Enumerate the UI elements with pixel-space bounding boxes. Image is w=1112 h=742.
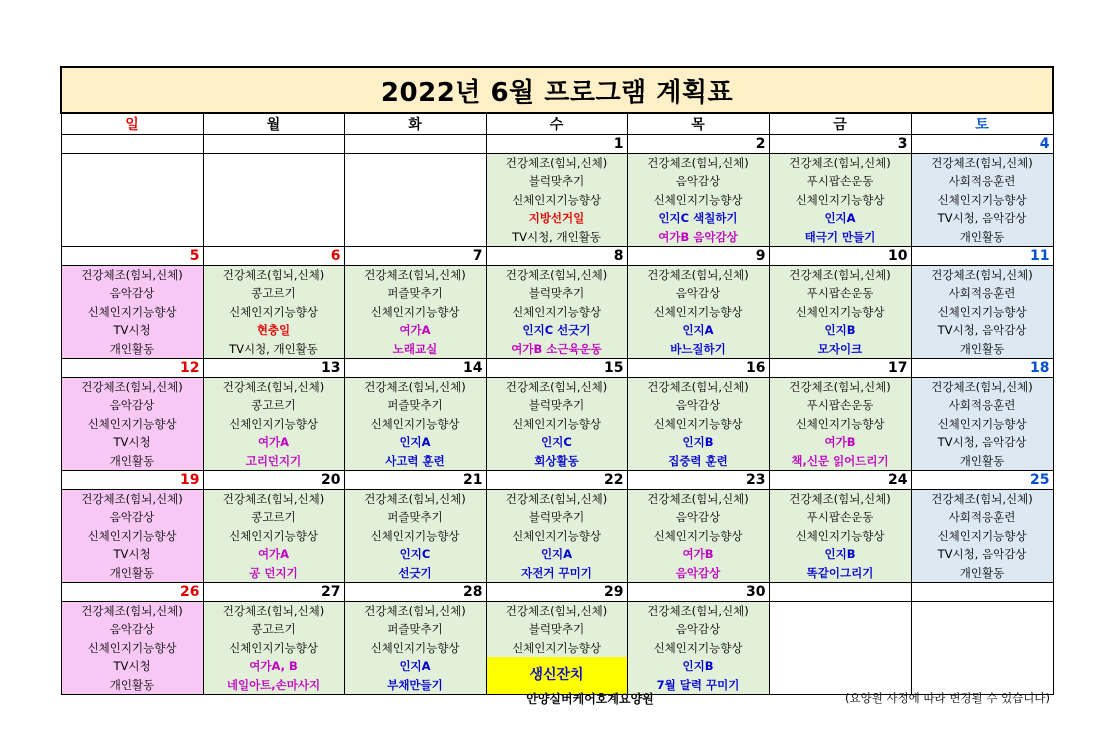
activity-item: 건강체조(힘뇌,신체) <box>931 156 1033 170</box>
activity-item: 건강체조(힘뇌,신체) <box>505 380 608 394</box>
activity-item: TV시청 <box>113 547 151 562</box>
date-number: 2 <box>627 135 769 154</box>
activity-item: 콩고르기 <box>251 286 296 301</box>
activity-item: 자전거 꾸미기 <box>521 565 592 580</box>
calendar-title: 2022년 6월 프로그램 계획표 <box>61 67 1053 113</box>
day-activities <box>627 378 769 471</box>
activity-item: 건강체조(힘뇌,신체) <box>364 604 466 618</box>
activity-item: 바느질하기 <box>670 341 726 356</box>
activity-item: 블럭맞추기 <box>528 174 585 189</box>
activity-item: 건강체조(힘뇌,신체) <box>789 380 891 394</box>
date-number: 11 <box>911 247 1053 266</box>
activity-item: 인지C <box>541 435 572 450</box>
activity-item: 블럭맞추기 <box>528 622 585 637</box>
activity-row <box>61 490 1053 583</box>
date-number <box>203 135 344 154</box>
date-row <box>61 359 1053 378</box>
activity-item: 개인활동 <box>109 565 155 580</box>
day-activities <box>61 266 203 359</box>
date-number: 1 <box>486 135 627 154</box>
day-activities <box>911 378 1053 471</box>
activity-item: 인지B <box>824 323 856 338</box>
activity-item: 인지A <box>540 547 573 562</box>
activity-item: 음악감상 <box>675 565 721 580</box>
activity-item: 건강체조(힘뇌,신체) <box>647 492 749 506</box>
day-activities <box>769 490 911 583</box>
day-activities <box>486 602 627 695</box>
activity-item: TV시청, 음악감상 <box>937 211 1027 226</box>
activity-item: 신체인지기능향상 <box>795 528 885 543</box>
day-activities <box>911 490 1053 583</box>
day-activities <box>203 154 344 247</box>
activity-item: 개인활동 <box>959 565 1005 580</box>
day-activities <box>486 266 627 359</box>
activity-item: 신체인지기능향상 <box>87 528 177 543</box>
date-number: 23 <box>627 471 769 490</box>
activity-item: 사고력 훈련 <box>385 453 445 468</box>
day-activities <box>769 602 911 695</box>
date-row <box>61 471 1053 490</box>
day-activities <box>911 154 1053 247</box>
activity-item: 건강체조(힘뇌,신체) <box>647 156 749 170</box>
activity-item: 여가A <box>257 547 290 562</box>
activity-item: TV시청, 음악감상 <box>937 547 1027 562</box>
activity-item: 7월 달력 꾸미기 <box>656 677 740 692</box>
activity-item: 신체인지기능향상 <box>795 192 885 207</box>
activity-item: 개인활동 <box>959 341 1005 356</box>
activity-item: 똑같이그리기 <box>806 565 874 580</box>
date-number: 9 <box>627 247 769 266</box>
date-number: 16 <box>627 359 769 378</box>
date-number: 22 <box>486 471 627 490</box>
activity-item: 퍼즐맞추기 <box>387 510 443 525</box>
activity-item: 여가A, B <box>249 659 298 674</box>
activity-item: 푸시팝손운동 <box>806 286 874 301</box>
activity-item: TV시청 <box>113 435 151 450</box>
calendar-table <box>60 66 1054 695</box>
activity-item: 푸시팝손운동 <box>806 174 874 189</box>
day-activities <box>61 378 203 471</box>
activity-item: 인지B <box>824 547 856 562</box>
day-activities <box>203 378 344 471</box>
activity-item: 신체인지기능향상 <box>512 640 601 655</box>
activity-item: 개인활동 <box>959 453 1005 468</box>
activity-item: 블럭맞추기 <box>528 510 585 525</box>
date-number: 13 <box>203 359 344 378</box>
date-number: 17 <box>769 359 911 378</box>
day-activities <box>486 154 627 247</box>
date-number: 10 <box>769 247 911 266</box>
activity-item: 여가B 소근육운동 <box>511 341 602 356</box>
activity-item: 네일아트,손마사지 <box>226 677 321 692</box>
activity-item: 음악감상 <box>109 622 155 637</box>
activity-item: 건강체조(힘뇌,신체) <box>81 492 183 506</box>
date-number: 15 <box>486 359 627 378</box>
activity-item: 건강체조(힘뇌,신체) <box>222 604 325 618</box>
activity-item: 여가B <box>824 435 856 450</box>
activity-item: 노래교실 <box>392 341 438 356</box>
weekday-header: 화 <box>344 113 486 135</box>
activity-item: 사회적응훈련 <box>948 510 1016 525</box>
date-number: 4 <box>911 135 1053 154</box>
date-number: 25 <box>911 471 1053 490</box>
activity-item: 건강체조(힘뇌,신체) <box>505 492 608 506</box>
activity-item: 건강체조(힘뇌,신체) <box>81 604 183 618</box>
highlight-event: 생신잔치 <box>487 657 627 694</box>
activity-item: 건강체조(힘뇌,신체) <box>647 268 749 282</box>
weekday-header: 일 <box>61 113 203 135</box>
activity-item: 음악감상 <box>675 398 721 413</box>
activity-item: 신체인지기능향상 <box>229 528 318 543</box>
activity-item: 인지C <box>399 547 431 562</box>
activity-row <box>61 602 1053 695</box>
activity-item: 음악감상 <box>675 174 721 189</box>
activity-item: 인지C 색칠하기 <box>658 211 738 226</box>
day-activities <box>344 378 486 471</box>
activity-item: 음악감상 <box>109 398 155 413</box>
activity-row <box>61 154 1053 247</box>
activity-item: 건강체조(힘뇌,신체) <box>364 492 466 506</box>
activity-item: 신체인지기능향상 <box>87 416 177 431</box>
date-number <box>911 583 1053 602</box>
activity-item: 음악감상 <box>109 286 155 301</box>
activity-item: 건강체조(힘뇌,신체) <box>505 156 608 170</box>
activity-item: 건강체조(힘뇌,신체) <box>789 492 891 506</box>
day-activities <box>61 490 203 583</box>
activity-item: 건강체조(힘뇌,신체) <box>81 268 183 282</box>
day-activities <box>61 602 203 695</box>
activity-item: 퍼즐맞추기 <box>387 286 443 301</box>
date-number: 5 <box>61 247 203 266</box>
activity-item: 건강체조(힘뇌,신체) <box>647 604 749 618</box>
day-activities <box>344 490 486 583</box>
activity-item: 신체인지기능향상 <box>229 304 318 319</box>
activity-item: 건강체조(힘뇌,신체) <box>222 380 325 394</box>
activity-item: 인지B <box>682 659 714 674</box>
weekday-header: 수 <box>486 113 627 135</box>
activity-item: 신체인지기능향상 <box>512 304 601 319</box>
date-number: 6 <box>203 247 344 266</box>
activity-item: 신체인지기능향상 <box>937 528 1027 543</box>
activity-row <box>61 378 1053 471</box>
date-number: 28 <box>344 583 486 602</box>
activity-item: 신체인지기능향상 <box>795 416 885 431</box>
activity-item: 건강체조(힘뇌,신체) <box>931 268 1033 282</box>
activity-item: 콩고르기 <box>251 622 296 637</box>
activity-item: 선긋기 <box>398 565 432 580</box>
activity-item: 신체인지기능향상 <box>653 304 743 319</box>
date-number: 29 <box>486 583 627 602</box>
weekday-header-row <box>61 113 1053 135</box>
day-activities <box>627 266 769 359</box>
date-number: 8 <box>486 247 627 266</box>
activity-item: TV시청 <box>113 659 151 674</box>
day-activities <box>486 378 627 471</box>
activity-item: 건강체조(힘뇌,신체) <box>647 380 749 394</box>
activity-item: 건강체조(힘뇌,신체) <box>364 380 466 394</box>
activity-item: 모자이크 <box>817 341 863 356</box>
activity-item: 신체인지기능향상 <box>229 640 318 655</box>
organization-name: 안양실버케어호계요양원 <box>526 692 654 706</box>
activity-item: 블럭맞추기 <box>528 286 585 301</box>
activity-item: 음악감상 <box>109 510 155 525</box>
date-number <box>61 135 203 154</box>
activity-item: TV시청, 개인활동 <box>512 229 601 244</box>
activity-item: 개인활동 <box>109 677 155 692</box>
activity-item: 개인활동 <box>109 453 155 468</box>
activity-row <box>61 266 1053 359</box>
activity-item: 신체인지기능향상 <box>653 192 743 207</box>
date-number: 24 <box>769 471 911 490</box>
activity-item: 신체인지기능향상 <box>512 416 601 431</box>
activity-item: 개인활동 <box>959 229 1005 244</box>
day-activities <box>911 602 1053 695</box>
activity-item: 신체인지기능향상 <box>795 304 885 319</box>
activity-item: 음악감상 <box>675 622 721 637</box>
date-number: 26 <box>61 583 203 602</box>
activity-item: 태극기 만들기 <box>804 229 876 244</box>
activity-item: 여가A <box>399 323 431 338</box>
weekday-header: 금 <box>769 113 911 135</box>
day-activities <box>627 602 769 695</box>
activity-item: 건강체조(힘뇌,신체) <box>222 492 325 506</box>
activity-item: 신체인지기능향상 <box>370 416 460 431</box>
day-activities <box>769 378 911 471</box>
activity-item: 현충일 <box>256 323 291 338</box>
activity-item: 신체인지기능향상 <box>937 192 1027 207</box>
day-activities <box>486 490 627 583</box>
activity-item: 회상활동 <box>534 453 579 468</box>
activity-item: 고리던지기 <box>245 453 302 468</box>
activity-item: TV시청, 음악감상 <box>937 323 1027 338</box>
activity-item: 부채만들기 <box>387 677 443 692</box>
activity-item: 신체인지기능향상 <box>87 304 177 319</box>
activity-item: 건강체조(힘뇌,신체) <box>931 380 1033 394</box>
activity-item: 퍼즐맞추기 <box>387 622 443 637</box>
activity-item: TV시청 <box>113 323 151 338</box>
day-activities <box>203 602 344 695</box>
activity-item: 신체인지기능향상 <box>87 640 177 655</box>
activity-item: 건강체조(힘뇌,신체) <box>931 492 1033 506</box>
activity-item: 여가B <box>682 547 714 562</box>
activity-item: 신체인지기능향상 <box>512 192 601 207</box>
activity-item: 신체인지기능향상 <box>370 640 460 655</box>
activity-item: 개인활동 <box>109 341 155 356</box>
activity-item: 푸시팝손운동 <box>806 510 874 525</box>
date-number: 21 <box>344 471 486 490</box>
day-activities <box>203 266 344 359</box>
activity-item: 지방선거일 <box>528 211 585 226</box>
activity-item: TV시청, 개인활동 <box>229 341 318 356</box>
activity-item: 건강체조(힘뇌,신체) <box>505 604 608 618</box>
weekday-header: 목 <box>627 113 769 135</box>
day-activities <box>344 266 486 359</box>
activity-item: 여가B 음악감상 <box>658 229 738 244</box>
date-number: 30 <box>627 583 769 602</box>
date-row <box>61 247 1053 266</box>
activity-item: 신체인지기능향상 <box>653 528 743 543</box>
activity-item: 푸시팝손운동 <box>806 398 874 413</box>
activity-item: 건강체조(힘뇌,신체) <box>364 268 466 282</box>
activity-item: TV시청, 음악감상 <box>937 435 1027 450</box>
activity-item: 신체인지기능향상 <box>512 528 601 543</box>
activity-item: 신체인지기능향상 <box>370 528 460 543</box>
activity-item: 신체인지기능향상 <box>229 416 318 431</box>
date-number: 14 <box>344 359 486 378</box>
date-number <box>769 583 911 602</box>
date-number: 19 <box>61 471 203 490</box>
activity-item: 인지A <box>682 323 714 338</box>
activity-item: 집중력 훈련 <box>668 453 728 468</box>
weekday-header: 토 <box>911 113 1053 135</box>
date-number: 7 <box>344 247 486 266</box>
activity-item: 신체인지기능향상 <box>653 416 743 431</box>
activity-item: 신체인지기능향상 <box>653 640 743 655</box>
day-activities <box>627 490 769 583</box>
date-row <box>61 135 1053 154</box>
day-activities <box>203 490 344 583</box>
activity-item: 책,신문 읽어드리기 <box>791 453 889 468</box>
activity-item: 건강체조(힘뇌,신체) <box>222 268 325 282</box>
activity-item: 콩고르기 <box>251 510 296 525</box>
activity-item: 퍼즐맞추기 <box>387 398 443 413</box>
activity-item: 사회적응훈련 <box>948 174 1016 189</box>
activity-item: 인지C 선긋기 <box>522 323 591 338</box>
activity-item: 콩고르기 <box>251 398 296 413</box>
day-activities <box>627 154 769 247</box>
date-number: 20 <box>203 471 344 490</box>
day-activities <box>344 154 486 247</box>
activity-item: 인지A <box>399 435 431 450</box>
date-number: 18 <box>911 359 1053 378</box>
weekday-header: 월 <box>203 113 344 135</box>
activity-item: 건강체조(힘뇌,신체) <box>789 156 891 170</box>
activity-item: 건강체조(힘뇌,신체) <box>81 380 183 394</box>
activity-item: 건강체조(힘뇌,신체) <box>789 268 891 282</box>
activity-item: 사회적응훈련 <box>948 398 1016 413</box>
date-number: 12 <box>61 359 203 378</box>
activity-item: 인지A <box>399 659 431 674</box>
day-activities <box>344 602 486 695</box>
activity-item: 음악감상 <box>675 510 721 525</box>
day-activities <box>769 266 911 359</box>
activity-item: 공 던지기 <box>249 565 298 580</box>
date-row <box>61 583 1053 602</box>
change-notice: (요양원 사정에 따라 변경될 수 있습니다) <box>845 691 1050 705</box>
date-number: 3 <box>769 135 911 154</box>
date-number <box>344 135 486 154</box>
activity-item: 여가A <box>257 435 290 450</box>
activity-item: 신체인지기능향상 <box>937 416 1027 431</box>
activity-item: 신체인지기능향상 <box>937 304 1027 319</box>
day-activities <box>61 154 203 247</box>
activity-item: 인지B <box>682 435 714 450</box>
day-activities <box>911 266 1053 359</box>
activity-item: 블럭맞추기 <box>528 398 585 413</box>
activity-item: 인지A <box>824 211 856 226</box>
activity-item: 건강체조(힘뇌,신체) <box>505 268 608 282</box>
date-number: 27 <box>203 583 344 602</box>
activity-item: 사회적응훈련 <box>948 286 1016 301</box>
day-activities <box>769 154 911 247</box>
activity-item: 신체인지기능향상 <box>370 304 460 319</box>
activity-item: 음악감상 <box>675 286 721 301</box>
